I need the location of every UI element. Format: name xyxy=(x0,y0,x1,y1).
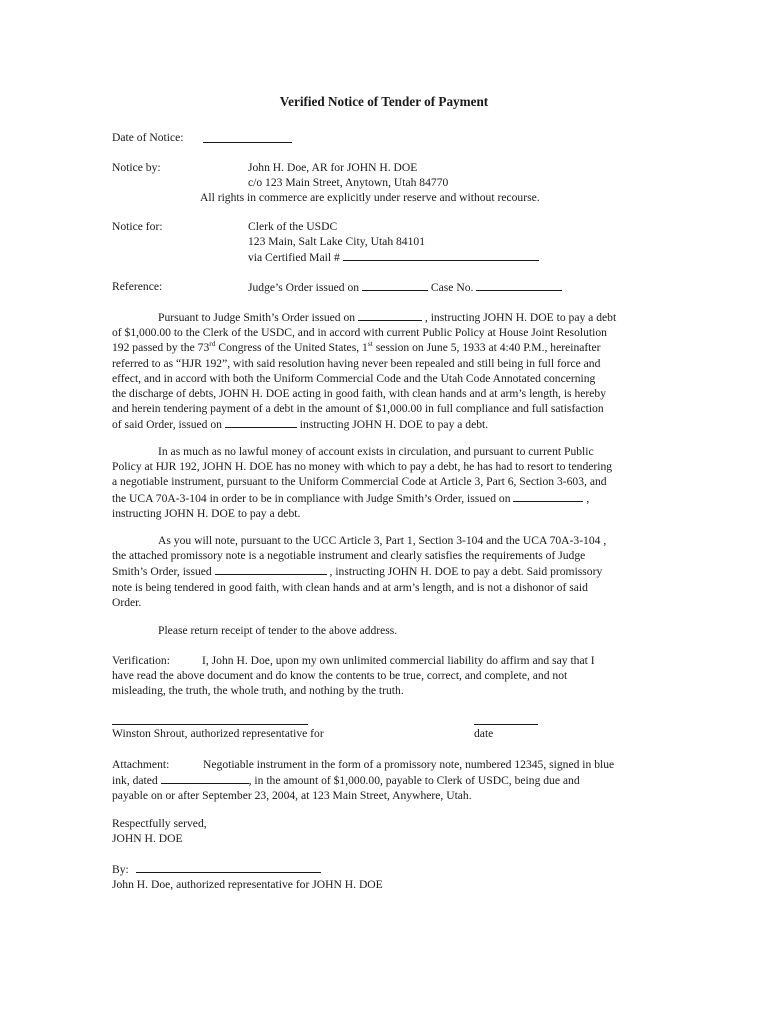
p1-line-8: of said Order, issued on instructing JOHN H. DOE to pay a debt. xyxy=(112,418,489,432)
verification-block xyxy=(112,653,658,699)
signature-date-label: date xyxy=(474,727,494,740)
verification-label: Verification: xyxy=(112,654,170,667)
notice-by-label: Notice by: xyxy=(112,161,161,174)
document-title: Verified Notice of Tender of Payment xyxy=(279,94,489,109)
certified-mail-label: via Certified Mail # xyxy=(248,251,340,264)
p3-line-4: note is being tendered in good faith, with clean hands and at arm’s length, and is not a dishonor of said xyxy=(112,580,588,594)
paragraph-3 xyxy=(112,533,658,610)
by-line xyxy=(112,861,321,877)
notice-for-label: Notice for: xyxy=(112,220,163,233)
attachment-line-2: ink, dated , in the amount of $1,000.00, payable to Clerk of USDC, being due and xyxy=(112,774,580,788)
paragraph-1 xyxy=(112,309,658,433)
closing-footer: John H. Doe, authorized representative for JOHN H. DOE xyxy=(112,878,383,891)
reference-label: Reference: xyxy=(112,280,163,293)
p2-line-4: the UCA 70A-3-104 in order to be in compliance with Judge Smith’s Order, issued on , xyxy=(112,491,590,505)
notice-for-line1: Clerk of the USDC xyxy=(248,220,338,233)
paragraph-4: Please return receipt of tender to the above address. xyxy=(158,624,398,637)
p1-line-5: effect, and in accord with both the Uniform Commercial Code and the Utah Code Annotated concerning xyxy=(112,371,596,385)
certified-mail-blank xyxy=(343,249,539,261)
by-label: By: xyxy=(112,863,129,876)
p1-line-2: of $1,000.00 to the Clerk of the USDC, and in accord with current Public Policy at House Joint Resolution xyxy=(112,326,607,340)
p3-line-3: Smith’s Order, issued , instructing JOHN H. DOE to pay a debt. Said promissory xyxy=(112,565,603,579)
reference-order-blank xyxy=(362,279,428,291)
reference-line xyxy=(248,279,562,295)
date-of-notice-blank xyxy=(203,142,292,143)
notice-for-line2: 123 Main, Salt Lake City, Utah 84101 xyxy=(248,235,425,248)
p2-line-3: a negotiable instrument, pursuant to the Uniform Commercial Code at Article 3, Part 6, Section 3-603, and xyxy=(112,475,607,489)
p1-line-1: Pursuant to Judge Smith’s Order issued on , instructing JOHN H. DOE to pay a debt xyxy=(158,311,617,324)
p3-line-2: the attached promissory note is a negotiable instrument and clearly satisfies the requirements of Judge xyxy=(112,549,586,563)
p2-line-5: instructing JOHN H. DOE to pay a debt. xyxy=(112,506,301,520)
verification-line-1: Verification: I, John H. Doe, upon my own unlimited commercial liability do affirm and say that I xyxy=(112,654,595,667)
notice-by-line2: c/o 123 Main Street, Anytown, Utah 84770 xyxy=(248,176,449,189)
attachment-block xyxy=(112,757,658,804)
respectfully-served: Respectfully served, xyxy=(112,817,207,830)
date-signature-line xyxy=(474,724,538,725)
by-signature-blank xyxy=(136,861,321,873)
signature-name: Winston Shrout, authorized representative for xyxy=(112,727,324,740)
reference-case-blank xyxy=(476,279,562,291)
attachment-label: Attachment: xyxy=(112,758,170,771)
verification-line-2: have read the above document and do know the contents to be true, correct, and complete, and not xyxy=(112,669,568,683)
p2-line-2: Policy at HJR 192, JOHN H. DOE has no money with which to pay a debt, he has had to resort to tendering xyxy=(112,460,613,474)
p1-line-3: 192 passed by the 73rd Congress of the United States, 1st session on June 5, 1933 at 4:40 P.M., hereinafter xyxy=(112,339,601,355)
rights-reserved-text: All rights in commerce are explicitly under reserve and without recourse. xyxy=(200,191,540,204)
closing-name: JOHN H. DOE xyxy=(112,832,183,845)
reference-case-text: Case No. xyxy=(430,281,474,294)
p1-line-4: referred to as “HJR 192”, with said resolution having never been repealed and still being in full force and xyxy=(112,356,601,370)
date-of-notice-label: Date of Notice: xyxy=(112,131,184,144)
signature-line xyxy=(112,724,308,725)
p2-line-1: In as much as no lawful money of account exists in circulation, and pursuant to current Public xyxy=(158,445,594,458)
reference-order-text: Judge’s Order issued on xyxy=(248,281,360,294)
paragraph-2 xyxy=(112,444,658,521)
attachment-line-1: Attachment: Negotiable instrument in the form of a promissory note, numbered 12345, signed in blue xyxy=(112,758,615,771)
p3-line-1: As you will note, pursuant to the UCC Article 3, Part 1, Section 3-104 and the UCA 70A-3-104 , xyxy=(158,534,607,547)
verification-line-3: misleading, the truth, the whole truth, and nothing by the truth. xyxy=(112,684,404,698)
p3-line-5: Order. xyxy=(112,595,142,609)
p1-line-6: the discharge of debts, JOHN H. DOE acting in good faith, with clean hands and at arm’s length, is hereby xyxy=(112,387,607,401)
notice-by-line1: John H. Doe, AR for JOHN H. DOE xyxy=(248,161,418,174)
notice-for-line3 xyxy=(248,249,539,265)
attachment-line-3: payable on or after September 23, 2004, at 123 Main Street, Anywhere, Utah. xyxy=(112,789,472,803)
p1-line-7: and herein tendering payment of a debt in the amount of $1,000.00 in full compliance and full satisfaction xyxy=(112,402,604,416)
